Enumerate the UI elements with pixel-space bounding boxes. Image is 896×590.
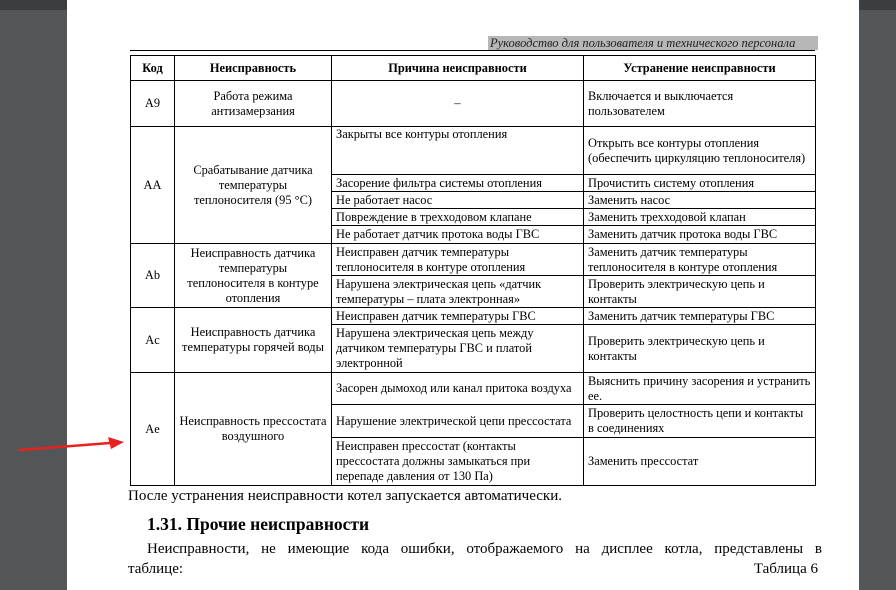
after-table-text: После устранения неисправности котел запускается автоматически. — [128, 488, 562, 504]
fix-cell: Заменить трехходовой клапан — [584, 209, 816, 226]
fix-cell: Заменить насос — [584, 192, 816, 209]
fix-cell: Заменить датчик температуры теплоносителя в контуре отопления — [584, 244, 816, 276]
code-cell: Ac — [131, 308, 175, 373]
fix-cell: Выяснить причину засорения и устранить ее. — [584, 373, 816, 405]
table-row — [131, 81, 816, 127]
cause-cell: Нарушена электрическая цепь между датчиком температуры ГВС и платой электронной — [332, 325, 584, 373]
fault-cell: Работа режима антизамерзания — [175, 81, 332, 127]
cause-cell: Неисправен датчик температуры ГВС — [332, 308, 584, 325]
cause-cell: – — [332, 81, 584, 127]
fault-cell: Неисправность датчика температуры теплоносителя в контуре отопления — [175, 244, 332, 308]
table-header-row — [131, 56, 816, 81]
cause-cell: Нарушена электрическая цепь «датчик температуры – плата электронная» — [332, 276, 584, 308]
cause-cell: Закрыты все контуры отопления — [332, 127, 584, 175]
fix-cell: Заменить датчик протока воды ГВС — [584, 226, 816, 244]
cause-cell: Засорение фильтра системы отопления — [332, 175, 584, 192]
fix-cell: Включается и выключается пользователем — [584, 81, 816, 127]
fault-cell: Неисправность датчика температуры горячей воды — [175, 308, 332, 373]
running-header: Руководство для пользователя и технического персонала — [488, 36, 818, 50]
section-title: 1.31. Прочие неисправности — [147, 514, 370, 534]
cutoff-line — [128, 561, 828, 578]
cause-cell: Неисправен прессостат (контакты прессостата должны замыкаться при перепаде давления от 130 Па) — [332, 438, 584, 486]
fix-cell: Проверить целостность цепи и контакты в соединениях — [584, 405, 816, 438]
header-cause: Причина неисправности — [332, 56, 584, 81]
header-code: Код — [131, 56, 175, 81]
code-cell: AA — [131, 127, 175, 244]
error-code-table — [130, 55, 816, 486]
body-paragraph: Неисправности, не имеющие кода ошибки, отображаемого на дисплее котла, представлены в — [147, 541, 822, 557]
fix-cell: Открыть все контуры отопления (обеспечить циркуляцию теплоносителя) — [584, 127, 816, 175]
table-row — [131, 308, 816, 325]
fix-cell: Проверить электрическую цепь и контакты — [584, 276, 816, 308]
header-fault: Неисправность — [175, 56, 332, 81]
header-rule — [130, 50, 815, 51]
fault-cell: Неисправность прессостата воздушного — [175, 373, 332, 486]
code-cell: Ab — [131, 244, 175, 308]
table-row — [131, 127, 816, 175]
cause-cell: Неисправен датчик температуры теплоносителя в контуре отопления — [332, 244, 584, 276]
table-row — [131, 373, 816, 405]
cause-cell: Нарушение электрической цепи прессостата — [332, 405, 584, 438]
cause-cell: Повреждение в трехходовом клапане — [332, 209, 584, 226]
cause-cell: Не работает насос — [332, 192, 584, 209]
fix-cell: Проверить электрическую цепь и контакты — [584, 325, 816, 373]
code-cell: Ae — [131, 373, 175, 486]
red-arrow-icon — [18, 436, 128, 456]
fix-cell: Заменить датчик температуры ГВС — [584, 308, 816, 325]
cause-cell: Не работает датчик протока воды ГВС — [332, 226, 584, 244]
table-number-label: Таблица 6 — [753, 561, 818, 577]
table-row — [131, 244, 816, 276]
cutoff-left-text: таблице: — [128, 561, 184, 577]
fix-cell: Заменить прессостат — [584, 438, 816, 486]
code-cell: A9 — [131, 81, 175, 127]
fault-cell: Срабатывание датчика температуры теплоносителя (95 °C) — [175, 127, 332, 244]
cause-cell: Засорен дымоход или канал притока воздуха — [332, 373, 584, 405]
header-fix: Устранение неисправности — [584, 56, 816, 81]
fix-cell: Прочистить систему отопления — [584, 175, 816, 192]
